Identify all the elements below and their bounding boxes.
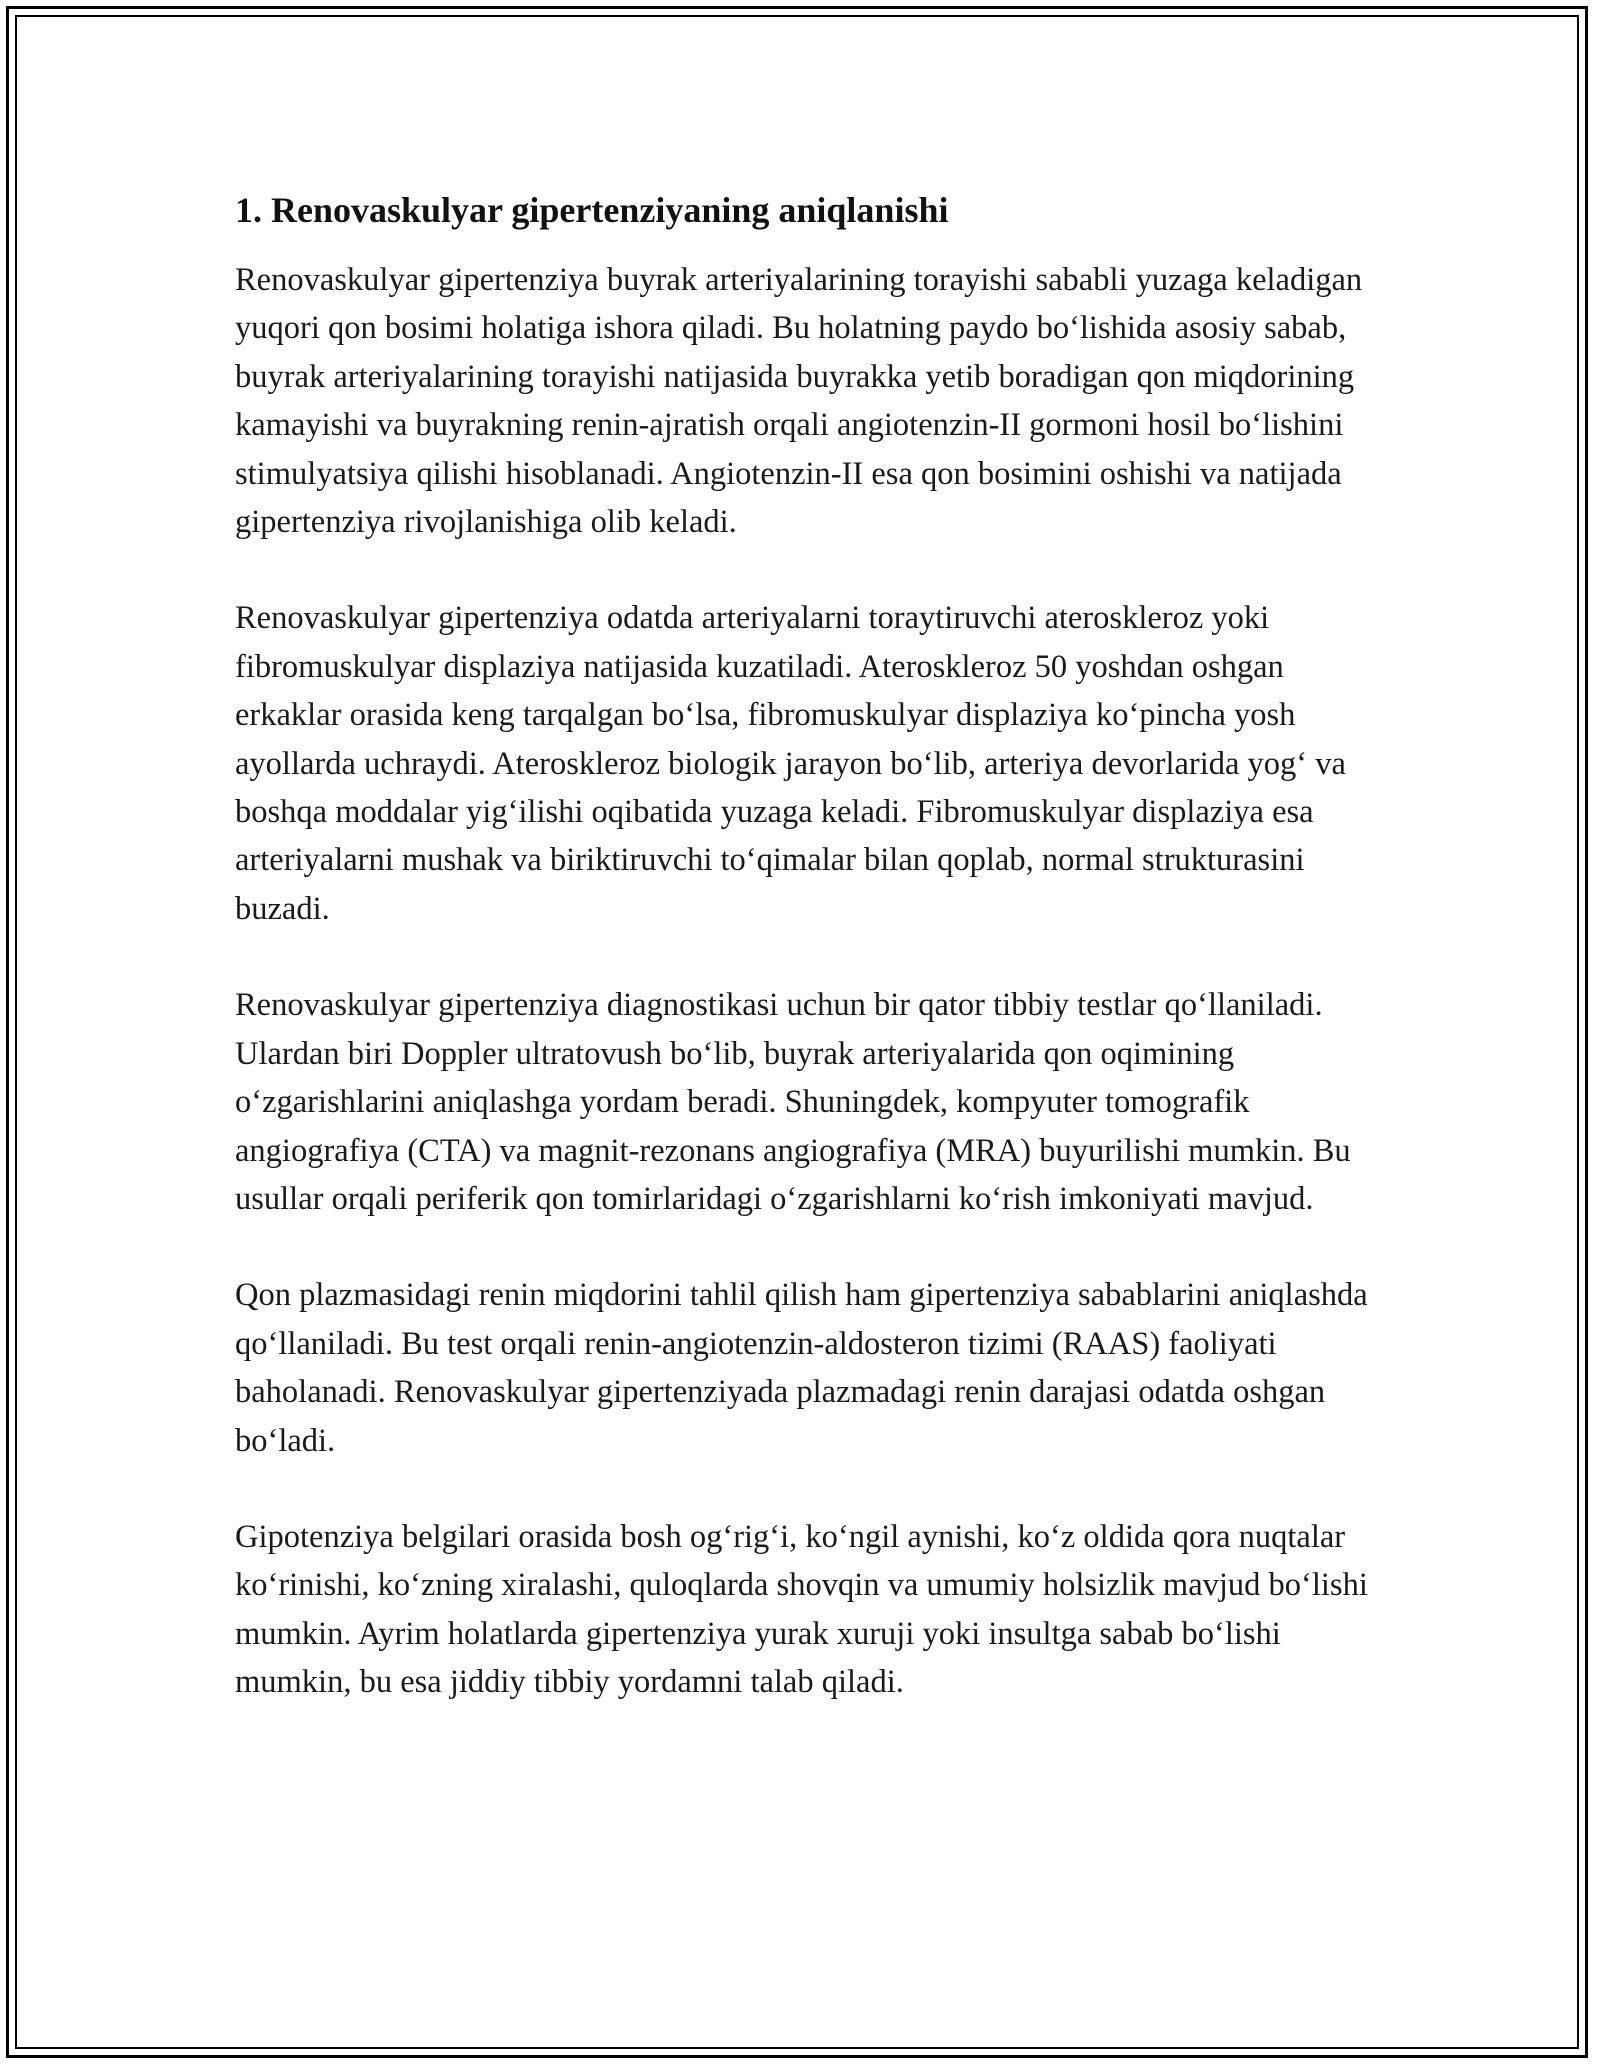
paragraph-3: Renovaskulyar gipertenziya diagnostikasi uchun bir qator tibbiy testlar qoʻllaniladi. Ulardan biri Doppler ultratovush boʻlib, buyrak arteriyalarida qon oqimining oʻzgarishlarini aniqlashga yordam beradi. Shuningdek, kompyuter tomografik angiografiya (CTA) va magnit-rezonans angiografiya (MRA) buyurilishi mumkin. Bu usullar orqali periferik qon tomirlaridagi oʻzgarishlarni koʻrish imkoniyati mavjud. <box>235 987 1351 1217</box>
section-heading: 1. Renovaskulyar gipertenziyaning aniqlanishi <box>235 190 949 230</box>
paragraph-2: Renovaskulyar gipertenziya odatda arteriyalarni toraytiruvchi ateroskleroz yoki fibromuskulyar displaziya natijasida kuzatiladi. Ateroskleroz 50 yoshdan oshgan erkaklar orasida keng tarqalgan boʻlsa, fibromuskulyar displaziya koʻpincha yosh ayollarda uchraydi. Ateroskleroz biologik jarayon boʻlib, arteriya devorlarida yogʻ va boshqa moddalar yigʻilishi oqibatida yuzaga keladi. Fibromuskulyar displaziya esa arteriyalarni mushak va biriktiruvchi toʻqimalar bilan qoplab, normal strukturasini buzadi. <box>235 600 1346 927</box>
paragraph-5: Gipotenziya belgilari orasida bosh ogʻrigʻi, koʻngil aynishi, koʻz oldida qora nuqtalar koʻrinishi, koʻzning xiralashi, quloqlarda shovqin va umumiy holsizlik mavjud boʻlishi mumkin. Ayrim holatlarda gipertenziya yurak xuruji yoki insultga sabab boʻlishi mumkin, bu esa jiddiy tibbiy yordamni talab qiladi. <box>235 1518 1368 1701</box>
document-body <box>235 186 1370 1755</box>
paragraph-4: Qon plazmasidagi renin miqdorini tahlil qilish ham gipertenziya sabablarini aniqlashda qoʻllaniladi. Bu test orqali renin-angiotenzin-aldosteron tizimi (RAAS) faoliyati baholanadi. Renovaskulyar gipertenziyada plazmadagi renin darajasi odatda oshgan boʻladi. <box>235 1277 1368 1459</box>
paragraph-1: Renovaskulyar gipertenziya buyrak arteriyalarining torayishi sababli yuzaga keladigan yuqori qon bosimi holatiga ishora qiladi. Bu holatning paydo boʻlishida asosiy sabab, buyrak arteriyalarining torayishi natijasida buyrakka yetib boradigan qon miqdorining kamayishi va buyrakning renin-ajratish orqali angiotenzin-II gormoni hosil boʻlishini stimulyatsiya qilishi hisoblanadi. Angiotenzin-II esa qon bosimini oshishi va natijada gipertenziya rivojlanishiga olib keladi. <box>235 262 1363 541</box>
